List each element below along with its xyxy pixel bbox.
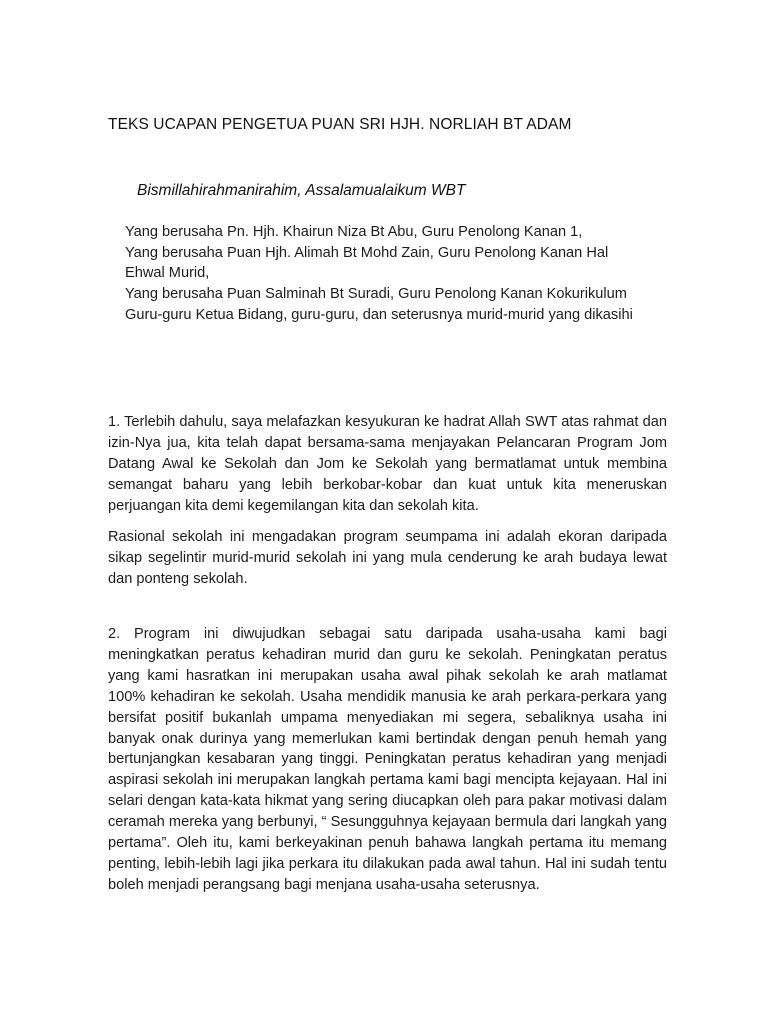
greeting-line: Yang berusaha Puan Hjh. Alimah Bt Mohd Zain, Guru Penolong Kanan Hal Ehwal Murid, [125,244,609,282]
greeting-line: Yang berusaha Pn. Hjh. Khairun Niza Bt Abu, Guru Penolong Kanan 1, [125,224,583,240]
paragraph-1: 1. Terlebih dahulu, saya melafazkan kesyukuran ke hadrat Allah SWT atas rahmat dan izin-Nya jua, kita telah dapat bersama-sama menjayakan Pelancaran Program Jom Datang Awal ke Sekolah dan Jom ke Sekolah yang bermatlamat untuk membina semangat baharu yang lebih berkobar-kobar dan kuat untuk kita meneruskan perjuangan kita demi kegemilangan kita dan sekolah kita. [108,414,667,514]
opening-salutation: Bismillahirahmanirahim, Assalamualaikum WBT [137,182,466,199]
document-title: TEKS UCAPAN PENGETUA PUAN SRI HJH. NORLIAH BT ADAM [108,116,572,133]
paragraph-2: 2. Program ini diwujudkan sebagai satu daripada usaha-usaha kami bagi meningkatkan peratus kehadiran murid dan guru ke sekolah. Peningkatan peratus yang kami hasratkan ini merupakan usaha awal pihak sekolah ke arah matlamat 100% kehadiran ke sekolah. Usaha mendidik manusia ke arah perkara-perkara yang bersifat positif bukanlah umpama menyediakan mi segera, sebaliknya usaha ini banyak onak durinya yang memerlukan kami bertindak dengan penuh hemah yang bertunjangkan kesabaran yang tinggi. Peningkatan peratus kehadiran yang menjadi aspirasi sekolah ini merupakan langkah pertama kami bagi mencipta kejayaan. Hal ini selari dengan kata-kata hikmat yang sering diucapkan oleh para pakar motivasi dalam ceramah mereka yang berbunyi, “ Sesungguhnya kejayaan bermula dari langkah yang pertama”. Oleh itu, kami berkeyakinan penuh bahawa langkah pertama itu memang penting, lebih-lebih lagi jika perkara itu dilakukan pada awal tahun. Hal ini sudah tentu boleh menjadi perangsang bagi menjana usaha-usaha seterusnya. [108,626,667,893]
paragraph-rationale: Rasional sekolah ini mengadakan program seumpama ini adalah ekoran daripada sikap segelintir murid-murid sekolah ini yang mula cenderung ke arah budaya lewat dan ponteng sekolah. [108,529,667,587]
greetings-list [125,222,645,326]
greeting-line: Guru-guru Ketua Bidang, guru-guru, dan seterusnya murid-murid yang dikasihi [125,306,633,323]
greeting-line: Yang berusaha Puan Salminah Bt Suradi, Guru Penolong Kanan Kokurikulum [125,286,627,303]
